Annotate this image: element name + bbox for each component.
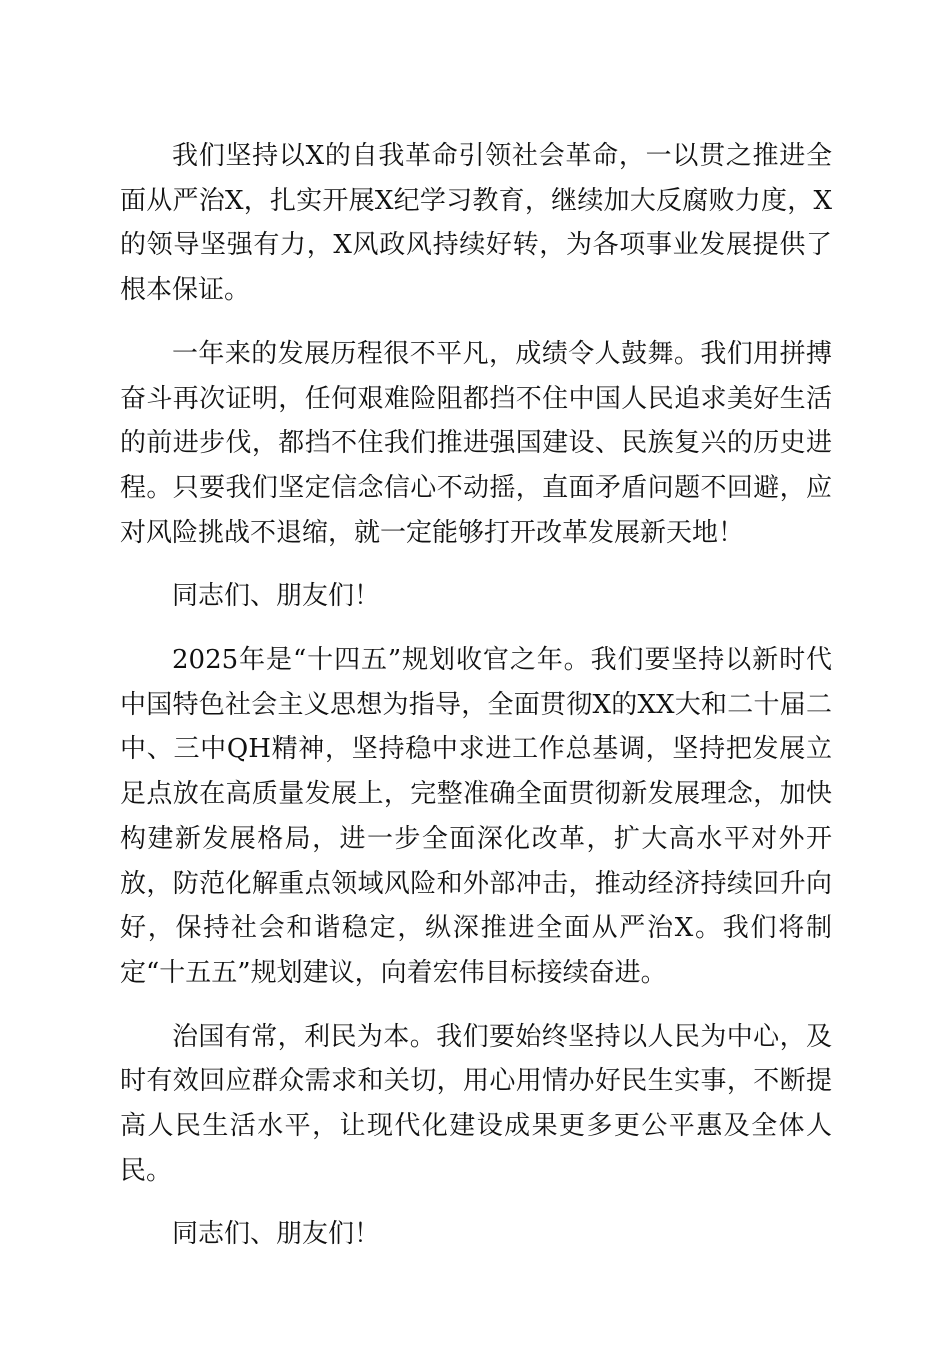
document-body [120, 134, 832, 1276]
salutation-1: 同志们、朋友们！ [172, 581, 381, 612]
paragraph-development-course: 一年来的发展历程很不平凡，成绩令人鼓舞。我们用拼搏奋斗再次证明，任何艰难险阻都挡不住中国人民追求美好生活的前进步伐，都挡不住我们推进强国建设、民族复兴的历史进程。只要我们坚定信念信心不动摇，直面矛盾问题不回避，应对风险挑战不退缩，就一定能够打开改革发展新天地！ [120, 338, 832, 548]
paragraph-self-revolution: 我们坚持以X的自我革命引领社会革命，一以贯之推进全面从严治X，扎实开展X纪学习教育，继续加大反腐败力度，X的领导坚强有力，X风政风持续好转，为各项事业发展提供了根本保证。 [120, 141, 832, 306]
salutation-2: 同志们、朋友们！ [172, 1219, 381, 1250]
paragraph-2025-plan: 2025年是“十四五”规划收官之年。我们要坚持以新时代中国特色社会主义思想为指导，全面贯彻X的XX大和二十届二中、三中QH精神，坚持稳中求进工作总基调，坚持把发展立足点放在高质量发展上，完整准确全面贯彻新发展理念，加快构建新发展格局，进一步全面深化改革，扩大高水平对外开放，防范化解重点领域风险和外部冲击，推动经济持续回升向好，保持社会和谐稳定，纵深推进全面从严治X。我们将制定“十五五”规划建议，向着宏伟目标接续奋进。 [120, 645, 832, 988]
paragraph-people-livelihood: 治国有常，利民为本。我们要始终坚持以人民为中心，及时有效回应群众需求和关切，用心用情办好民生实事，不断提高人民生活水平，让现代化建设成果更多更公平惠及全体人民。 [120, 1021, 832, 1186]
